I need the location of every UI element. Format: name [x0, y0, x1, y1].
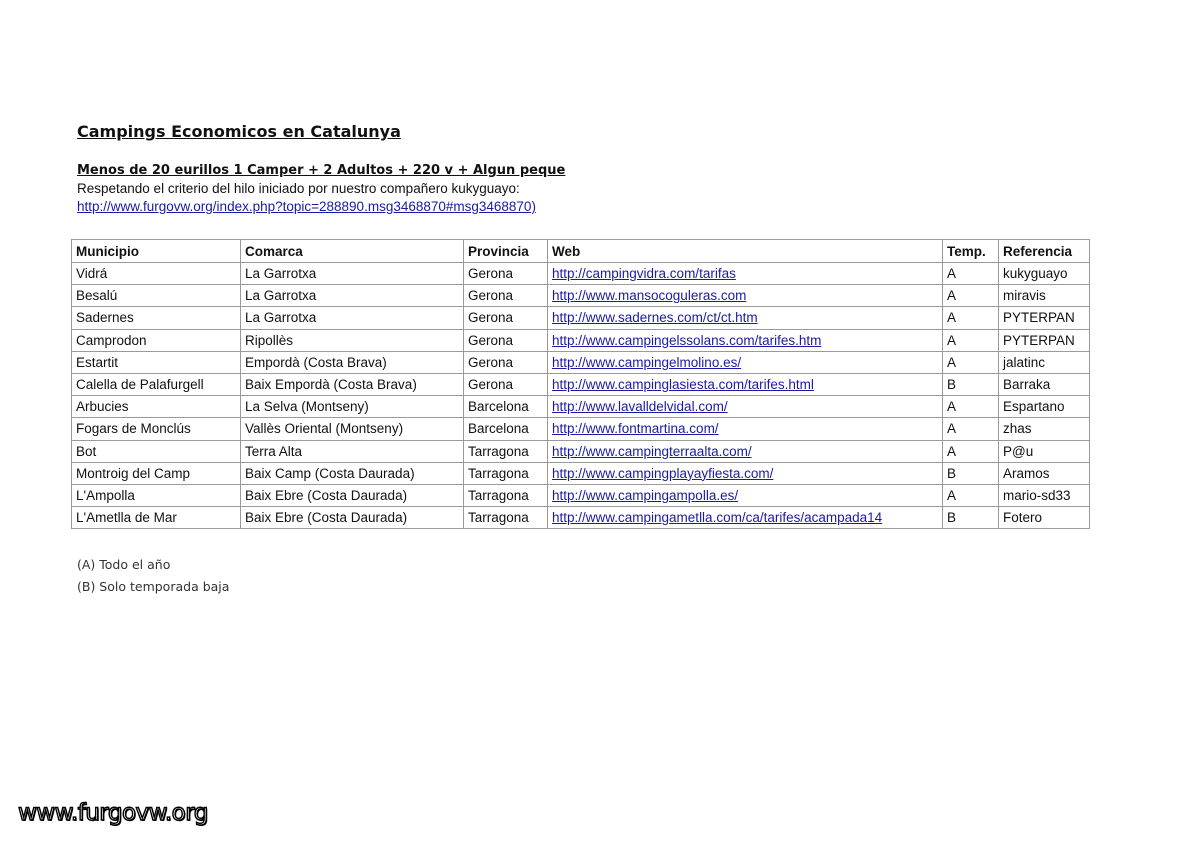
cell-provincia: Tarragona: [464, 462, 548, 484]
cell-temp: B: [943, 462, 999, 484]
table-row: [72, 373, 1090, 395]
table-header-row: [72, 240, 1090, 263]
table-row: [72, 507, 1090, 529]
cell-comarca: La Garrotxa: [241, 307, 464, 329]
camping-website-link[interactable]: http://www.lavalldelvidal.com/: [552, 399, 728, 415]
cell-provincia: Gerona: [464, 351, 548, 373]
table-row: [72, 462, 1090, 484]
cell-temp: B: [943, 507, 999, 529]
cell-temp: A: [943, 307, 999, 329]
cell-municipio: Sadernes: [72, 307, 241, 329]
cell-provincia: Barcelona: [464, 396, 548, 418]
cell-comarca: Empordà (Costa Brava): [241, 351, 464, 373]
cell-comarca: La Garrotxa: [241, 263, 464, 285]
cell-provincia: Gerona: [464, 373, 548, 395]
cell-comarca: La Garrotxa: [241, 285, 464, 307]
table-row: [72, 307, 1090, 329]
campings-table: [71, 239, 1090, 529]
cell-comarca: Terra Alta: [241, 440, 464, 462]
cell-provincia: Tarragona: [464, 440, 548, 462]
cell-municipio: Besalú: [72, 285, 241, 307]
cell-web: [548, 396, 943, 418]
camping-website-link[interactable]: http://www.campingelmolino.es/: [552, 354, 742, 370]
cell-comarca: Vallès Oriental (Montseny): [241, 418, 464, 440]
cell-municipio: Vidrá: [72, 263, 241, 285]
cell-web: [548, 329, 943, 351]
header-web: Web: [548, 240, 943, 263]
cell-municipio: Montroig del Camp: [72, 462, 241, 484]
table-row: [72, 440, 1090, 462]
header-provincia: Provincia: [464, 240, 548, 263]
table-body: [72, 263, 1090, 529]
cell-provincia: Gerona: [464, 285, 548, 307]
cell-referencia: Aramos: [999, 462, 1090, 484]
cell-referencia: Fotero: [999, 507, 1090, 529]
forum-thread-link[interactable]: http://www.furgovw.org/index.php?topic=288890.msg3468870#msg3468870): [77, 199, 536, 214]
header-municipio: Municipio: [72, 240, 241, 263]
cell-municipio: Bot: [72, 440, 241, 462]
camping-website-link[interactable]: http://campingvidra.com/tarifas: [552, 266, 736, 282]
cell-comarca: Baix Camp (Costa Daurada): [241, 462, 464, 484]
cell-referencia: Espartano: [999, 396, 1090, 418]
cell-web: [548, 263, 943, 285]
cell-temp: A: [943, 329, 999, 351]
cell-referencia: zhas: [999, 418, 1090, 440]
table-row: [72, 396, 1090, 418]
cell-web: [548, 285, 943, 307]
cell-temp: A: [943, 263, 999, 285]
cell-temp: A: [943, 396, 999, 418]
cell-provincia: Tarragona: [464, 484, 548, 506]
cell-web: [548, 418, 943, 440]
cell-temp: A: [943, 285, 999, 307]
cell-temp: B: [943, 373, 999, 395]
cell-municipio: Estartit: [72, 351, 241, 373]
cell-provincia: Gerona: [464, 307, 548, 329]
cell-referencia: P@u: [999, 440, 1090, 462]
cell-temp: A: [943, 484, 999, 506]
cell-municipio: L'Ametlla de Mar: [72, 507, 241, 529]
cell-temp: A: [943, 351, 999, 373]
cell-temp: A: [943, 418, 999, 440]
document-subtitle: Menos de 20 eurillos 1 Camper + 2 Adultos + 220 v + Algun peque: [77, 163, 566, 178]
cell-web: [548, 484, 943, 506]
camping-website-link[interactable]: http://www.fontmartina.com/: [552, 421, 719, 437]
cell-comarca: Baix Ebre (Costa Daurada): [241, 507, 464, 529]
cell-web: [548, 351, 943, 373]
cell-municipio: Camprodon: [72, 329, 241, 351]
cell-web: [548, 440, 943, 462]
cell-comarca: Ripollès: [241, 329, 464, 351]
cell-municipio: Fogars de Monclús: [72, 418, 241, 440]
cell-municipio: Calella de Palafurgell: [72, 373, 241, 395]
table-row: [72, 351, 1090, 373]
header-temp: Temp.: [943, 240, 999, 263]
table-row: [72, 329, 1090, 351]
cell-provincia: Gerona: [464, 263, 548, 285]
cell-temp: A: [943, 440, 999, 462]
table-row: [72, 484, 1090, 506]
cell-referencia: miravis: [999, 285, 1090, 307]
cell-provincia: Tarragona: [464, 507, 548, 529]
cell-web: [548, 462, 943, 484]
note-temp-b: (B) Solo temporada baja: [77, 579, 230, 594]
cell-referencia: mario-sd33: [999, 484, 1090, 506]
cell-referencia: Barraka: [999, 373, 1090, 395]
camping-website-link[interactable]: http://www.campinglasiesta.com/tarifes.html: [552, 377, 814, 393]
cell-comarca: Baix Ebre (Costa Daurada): [241, 484, 464, 506]
header-referencia: Referencia: [999, 240, 1090, 263]
cell-municipio: Arbucies: [72, 396, 241, 418]
cell-referencia: PYTERPAN: [999, 307, 1090, 329]
header-comarca: Comarca: [241, 240, 464, 263]
legend-notes: [77, 557, 229, 601]
cell-comarca: Baix Empordà (Costa Brava): [241, 373, 464, 395]
cell-provincia: Gerona: [464, 329, 548, 351]
table-row: [72, 263, 1090, 285]
cell-web: [548, 507, 943, 529]
cell-referencia: kukyguayo: [999, 263, 1090, 285]
camping-website-link[interactable]: http://www.sadernes.com/ct/ct.htm: [552, 310, 758, 326]
camping-website-link[interactable]: http://www.campingplayayfiesta.com/: [552, 465, 774, 481]
document-title: Campings Economicos en Catalunya: [77, 122, 401, 141]
site-watermark: www.furgovw.org: [18, 800, 208, 826]
cell-provincia: Barcelona: [464, 418, 548, 440]
cell-web: [548, 307, 943, 329]
camping-website-link[interactable]: http://www.mansocoguleras.com: [552, 288, 747, 304]
cell-referencia: PYTERPAN: [999, 329, 1090, 351]
camping-website-link[interactable]: http://www.campingampolla.es/: [552, 487, 739, 503]
camping-website-link[interactable]: http://www.campingametlla.com/ca/tarifes/acampada14: [552, 510, 883, 526]
note-temp-a: (A) Todo el año: [77, 557, 171, 572]
cell-municipio: L'Ampolla: [72, 484, 241, 506]
table-row: [72, 285, 1090, 307]
cell-web: [548, 373, 943, 395]
cell-referencia: jalatinc: [999, 351, 1090, 373]
intro-text: Respetando el criterio del hilo iniciado por nuestro compañero kukyguayo:: [77, 181, 520, 196]
table-row: [72, 418, 1090, 440]
camping-website-link[interactable]: http://www.campingterraalta.com/: [552, 443, 752, 459]
cell-comarca: La Selva (Montseny): [241, 396, 464, 418]
camping-website-link[interactable]: http://www.campingelssolans.com/tarifes.htm: [552, 332, 822, 348]
